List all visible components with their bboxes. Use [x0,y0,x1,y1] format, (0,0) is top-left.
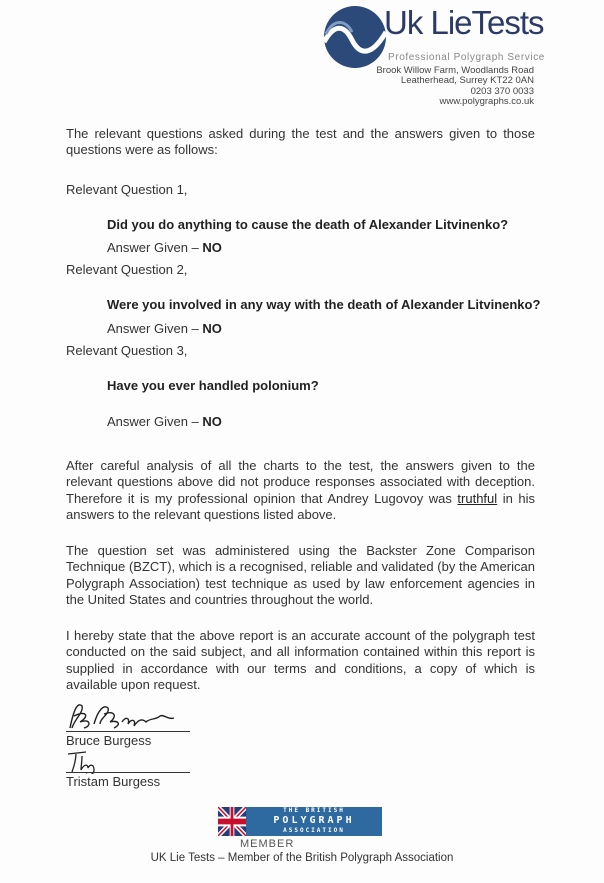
answer-value: NO [202,240,222,255]
answer-prefix: Answer Given – [107,321,203,336]
uk-lie-tests-logo-icon [322,4,388,70]
statement-paragraph: I hereby state that the above report is an accurate account of the polygraph test conducted on the said subject, and all information contained within this report is supplied in accordance with our terms and conditions, a copy of which is available upon request. [66,628,535,693]
address-line: Brook Willow Farm, Woodlands Road [376,65,534,76]
answer-given [107,240,222,255]
member-label: MEMBER [240,838,295,850]
brand-name: Uk LieTests [384,4,544,41]
conclusion-paragraph [66,458,535,524]
question-text: Have you ever handled polonium? [107,378,319,393]
badge-line: ASSOCIATION [283,827,345,834]
signatory-name: Bruce Burgess [66,733,152,748]
bpa-badge [246,807,382,836]
technique-paragraph: The question set was administered using the Backster Zone Comparison Technique (BZCT), which is a recognised, reliable and validated (by the American Polygraph Association) test technique as used by law enforcement agencies in the United States and countries throughout the world. [66,543,535,608]
website: www.polygraphs.co.uk [439,95,534,107]
question-text: Did you do anything to cause the death of Alexander Litvinenko? [107,217,509,232]
answer-prefix: Answer Given – [107,414,203,429]
badge-line: POLYGRAPH [273,815,355,826]
signature-line [66,731,190,732]
brand-tagline: Professional Polygraph Service [388,52,545,63]
badge-line: THE BRITISH [283,807,345,814]
signatory-name: Tristam Burgess [66,774,161,789]
truthful-emphasis: truthful [457,490,498,506]
question-label: Relevant Question 2, [66,262,188,277]
tristam-burgess-signature-icon [64,748,114,774]
union-jack-flag-icon [218,807,246,836]
bruce-burgess-signature-icon [64,698,184,734]
conclusion-text: in his answers to the relevant questions listed above. [66,490,535,523]
address-line: Leatherhead, Surrey KT22 0AN [400,75,534,87]
address-block [376,66,534,107]
answer-prefix: Answer Given – [107,240,203,255]
answer-value: NO [202,414,222,429]
answer-given [107,414,222,429]
footer-text: UK Lie Tests – Member of the British Polygraph Association [150,852,454,864]
signature-line [66,772,190,773]
phone: 0203 370 0033 [470,85,534,97]
answer-given [107,321,222,336]
conclusion-text: After careful analysis of all the charts to the test, the answers given to the relevant questions above did not produce responses associated with deception. Therefore it is my professional opinion that Andrey Lugovoy was [66,458,535,506]
intro-paragraph: The relevant questions asked during the test and the answers given to those questions were as follows: [66,126,535,158]
question-text: Were you involved in any way with the death of Alexander Litvinenko? [107,297,541,312]
question-label: Relevant Question 3, [66,343,188,358]
answer-value: NO [202,321,222,336]
question-label: Relevant Question 1, [66,182,188,197]
